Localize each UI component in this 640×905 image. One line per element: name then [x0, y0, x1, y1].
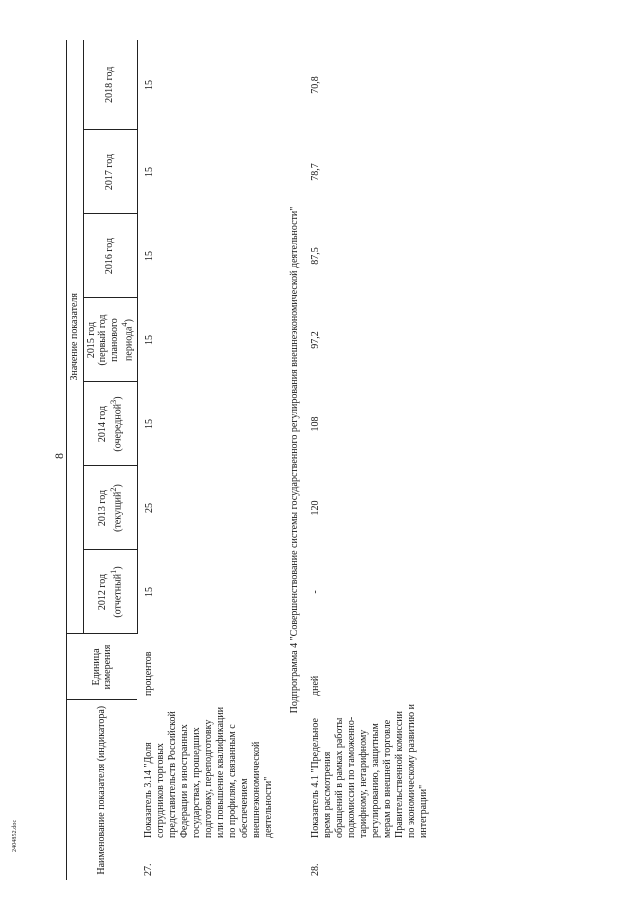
- header-values-group: Значение показателя: [67, 40, 84, 634]
- indicator-name-cell: [137, 700, 283, 880]
- file-name-footer: 2404852.doc: [12, 819, 18, 852]
- value-2016: 87,5: [310, 247, 322, 265]
- unit-cell: дней: [310, 675, 322, 696]
- row-number: 28.: [310, 863, 322, 876]
- subprogram-title: Подпрограмма 4 "Совершенствование системы государственного регулирования внешнеэкономической деятельности": [289, 206, 301, 714]
- footnote-ref: 3: [108, 399, 118, 404]
- value-2012: 15: [143, 587, 155, 597]
- year-label: 2014 год: [97, 405, 108, 443]
- header-year-2015: 2015 год (первый год планового периода$^4$): [83, 298, 137, 382]
- year-note: (отчетный: [111, 573, 123, 618]
- header-indicator-name: Наименование показателя (индикатора): [67, 700, 138, 880]
- page-number: 8: [52, 453, 66, 459]
- year-label: 2017 год: [104, 153, 116, 191]
- indicators-table: [66, 40, 432, 880]
- header-year-2017: [83, 130, 137, 214]
- value-2018: 70,8: [310, 76, 322, 94]
- value-2015: 97,2: [310, 331, 322, 349]
- year-label: 2013 год: [97, 489, 108, 527]
- subprogram-row: [283, 40, 302, 880]
- value-2015: 15: [143, 335, 155, 345]
- indicator-name-cell: [302, 700, 432, 880]
- year-note: (текущий: [111, 491, 123, 532]
- row-number: 27.: [143, 863, 155, 876]
- footnote-ref: 2: [108, 487, 118, 492]
- header-year-2018: [83, 40, 137, 130]
- value-2017: 78,7: [310, 163, 322, 181]
- year-label: 2015 год: [85, 321, 97, 359]
- year-label: 2018 год: [104, 66, 116, 103]
- value-2016: 15: [143, 251, 155, 261]
- value-2017: 15: [143, 167, 155, 177]
- year-label: 2016 год: [104, 237, 116, 275]
- year-note: (первый год планового периода: [97, 314, 135, 366]
- value-2014: 108: [310, 416, 322, 432]
- value-2014: 15: [143, 419, 155, 429]
- header-year-2012: 2012 год (отчетный$^1$): [83, 550, 137, 634]
- rotated-table-wrapper: [66, 40, 586, 880]
- value-2013: 25: [143, 503, 155, 513]
- table-row: [137, 40, 283, 880]
- year-note: (очередной: [111, 403, 123, 452]
- footnote-ref: 4: [120, 322, 129, 327]
- value-2013: 120: [310, 500, 322, 516]
- header-year-2014: 2014 год (очередной$^3$): [83, 382, 137, 466]
- indicator-name: Показатель 4.1 "Предельное время рассмотрения обращений в рамках работы подкомиссии по таможенно-тарифному, нетарифному регулированию, защитным мерам во внешней торговле Правительственной комиссии по экономическому развитию и интеграции": [310, 704, 430, 838]
- value-2018: 15: [143, 80, 155, 90]
- year-label: 2012 год: [97, 573, 108, 611]
- header-unit: Единица измерения: [67, 634, 138, 700]
- value-2012: -: [310, 590, 322, 594]
- unit-cell: процентов: [143, 651, 155, 696]
- header-year-2016: [83, 214, 137, 298]
- header-year-2013: 2013 год (текущий$^2$): [83, 466, 137, 550]
- footnote-ref: 1: [108, 569, 118, 574]
- table-row: [302, 40, 432, 880]
- indicator-name: Показатель 3.14 "Доля сотрудников торговых представительств Российской Федерации в иностранных государствах, прошедших подготовку, переподготовку или повышение квалификации по профилям, связанным с обеспечением внешнеэкономической деятельности": [143, 706, 275, 838]
